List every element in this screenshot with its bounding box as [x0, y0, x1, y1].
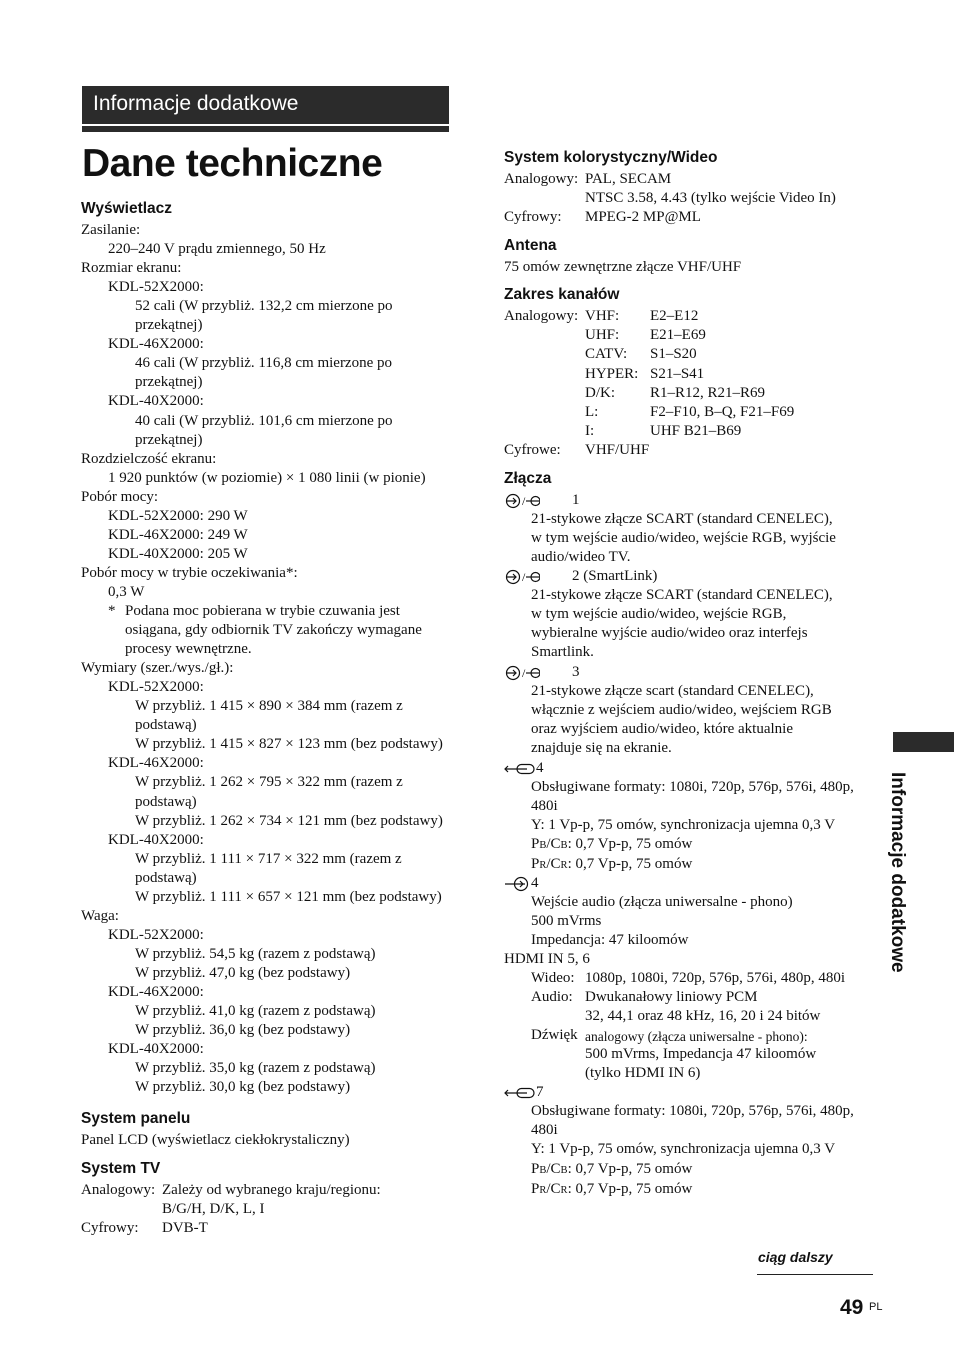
svg-text:/: / [522, 494, 526, 508]
spec-line: W przybliż. 1 111 × 657 × 121 mm (bez podstawy) [135, 888, 442, 905]
text-fragment: P [531, 1161, 540, 1177]
text-fragment: R [560, 860, 568, 871]
spec-line: 1 920 punktów (w poziomie) × 1 080 linii (w pionie) [108, 469, 426, 486]
spec-line: W przybliż. 36,0 kg (bez podstawy) [135, 1022, 351, 1039]
page-title: Dane techniczne [82, 142, 383, 185]
text-fragment: R [560, 1185, 568, 1196]
spec-line: PAL, SECAM [585, 171, 672, 187]
channel-band: UHF: [585, 327, 620, 344]
spec-line: NTSC 3.58, 4.43 (tylko wejście Video In) [585, 190, 836, 206]
side-tab-marker [893, 732, 954, 752]
text-fragment: P [531, 836, 540, 852]
section-heading-system-tv: System TV [81, 1160, 161, 1177]
spec-line: Rozmiar ekranu: [81, 260, 182, 277]
spec-line: Dwukanałowy liniowy PCM [585, 989, 758, 1005]
channel-range: E21–E69 [650, 327, 706, 344]
spec-line: 480i [531, 1122, 558, 1139]
text-fragment: : 0,7 Vp-p, 75 omów [567, 1161, 693, 1177]
text-fragment: : 0,7 Vp-p, 75 omów [567, 1181, 693, 1197]
spec-line: W przybliż. 54,5 kg (razem z podstawą) [135, 945, 376, 962]
spec-line: Zasilanie: [81, 222, 141, 238]
text-fragment: /C [546, 856, 561, 872]
spec-line: Y: 1 Vp-p, 75 omów, synchronizacja ujemna 0,3 V [531, 817, 836, 834]
channel-range: S21–S41 [650, 365, 705, 382]
channel-range: UHF B21–B69 [650, 423, 742, 440]
pr-cr-line [531, 855, 692, 875]
spec-line: oraz wyjściem audio/wideo, które aktualnie [531, 721, 793, 738]
spec-line: przekątnej) [135, 431, 203, 448]
spec-line: 32, 44,1 oraz 48 kHz, 16, 20 i 24 bitów [585, 1008, 821, 1024]
section-heading-system-panelu: System panelu [81, 1110, 191, 1127]
page-language: PL [869, 1301, 883, 1313]
channel-band: L: [585, 404, 599, 420]
spec-line: DVB-T [162, 1220, 208, 1236]
spec-label: Analogowy: [504, 171, 579, 187]
spec-line: analogowy (złącza uniwersalne - phono): [585, 1029, 808, 1044]
connector-label: 4 [536, 760, 544, 776]
connector-label: 2 (SmartLink) [572, 568, 658, 584]
spec-label: Dźwięk [531, 1027, 578, 1043]
spec-line: MPEG-2 MP@ML [585, 209, 701, 225]
text-fragment: : 0,7 Vp-p, 75 omów [567, 856, 693, 872]
spec-line: podstawą) [135, 869, 197, 886]
spec-line: Panel LCD (wyświetlacz ciekłokrystaliczny) [81, 1132, 350, 1148]
spec-line: 0,3 W [108, 583, 145, 600]
connector-label: 4 [531, 875, 539, 891]
text-fragment: R [539, 860, 547, 871]
spec-label: Analogowy: [504, 308, 579, 324]
spec-line: VHF/UHF [585, 442, 650, 458]
section-heading-zakres-kanalow: Zakres kanałów [504, 286, 620, 303]
spec-line: Zależy od wybranego kraju/regionu: [162, 1182, 381, 1198]
spec-line: KDL-40X2000: [108, 1041, 204, 1058]
spec-line: Obsługiwane formaty: 1080i, 720p, 576p, 576i, 480p, [531, 779, 854, 795]
pr-cr-line-7 [531, 1180, 692, 1200]
section-heading-system-kolorystyczny: System kolorystyczny/Wideo [504, 149, 718, 166]
spec-line: KDL-46X2000: [108, 984, 204, 1000]
audio-input-icon-4 [504, 876, 534, 897]
spec-line: w tym wejście audio/wideo, wejście RGB, [531, 606, 787, 623]
text-fragment: P [531, 1181, 540, 1197]
spec-line: 40 cali (W przybliż. 101,6 cm mierzone po [135, 412, 393, 429]
spec-line: W przybliż. 1 111 × 717 × 322 mm (razem z [135, 850, 402, 867]
section-banner [82, 86, 449, 124]
channel-range: S1–S20 [650, 346, 697, 363]
hdmi-label: HDMI IN 5, 6 [504, 951, 590, 967]
spec-line: wybieralne wyjście audio/wideo oraz interfejs [531, 625, 808, 642]
pb-cb-line-7 [531, 1160, 692, 1180]
spec-line: 21-stykowe złącze SCART (standard CENELEC), [531, 587, 833, 603]
spec-line: W przybliż. 47,0 kg (bez podstawy) [135, 964, 351, 981]
spec-line: przekątnej) [135, 374, 203, 391]
side-tab-label: Informacje dodatkowe [887, 772, 908, 973]
text-fragment: B [539, 1165, 547, 1176]
text-fragment: B [560, 840, 568, 851]
spec-line: KDL-46X2000: [108, 336, 204, 353]
spec-line: audio/wideo TV. [531, 549, 631, 566]
spec-line: KDL-46X2000: 249 W [108, 526, 248, 543]
spec-line: KDL-40X2000: [108, 393, 204, 410]
spec-line: KDL-52X2000: [108, 679, 204, 696]
spec-line: W przybliż. 30,0 kg (bez podstawy) [135, 1079, 351, 1096]
spec-line: Smartlink. [531, 644, 594, 661]
connector-label: 3 [572, 664, 580, 680]
spec-line: W przybliż. 1 262 × 734 × 121 mm (bez podstawy) [135, 812, 443, 829]
spec-line: 21-stykowe złącze scart (standard CENELEC), [531, 683, 814, 699]
spec-line: 500 mVrms [531, 913, 602, 930]
spec-line: KDL-52X2000: [108, 279, 204, 296]
svg-text:/: / [522, 666, 526, 680]
spec-line: Y: 1 Vp-p, 75 omów, synchronizacja ujemna 0,3 V [531, 1141, 836, 1158]
spec-label: Audio: [531, 989, 573, 1005]
spec-line: przekątnej) [135, 317, 203, 334]
spec-line: włącznie z wejściem audio/wideo, wejściem RGB [531, 702, 832, 719]
spec-line: znajduje się na ekranie. [531, 740, 672, 757]
spec-line: Wejście audio (złącza uniwersalne - phono) [531, 894, 793, 910]
spec-line: Waga: [81, 907, 119, 924]
spec-label: Cyfrowy: [504, 209, 562, 225]
spec-line: procesy wewnętrzne. [125, 641, 252, 658]
spec-line: podstawą) [135, 717, 197, 734]
svg-text:/: / [522, 570, 526, 584]
spec-line: Pobór mocy w trybie oczekiwania*: [81, 564, 298, 581]
connector-label: 7 [536, 1084, 544, 1100]
spec-line: Obsługiwane formaty: 1080i, 720p, 576p, 576i, 480p, [531, 1103, 854, 1119]
text-fragment: B [539, 840, 547, 851]
channel-band: D/K: [585, 384, 615, 401]
pb-cb-line [531, 835, 692, 855]
spec-line: podstawą) [135, 793, 197, 810]
spec-line: 75 omów zewnętrzne złącze VHF/UHF [504, 259, 742, 275]
spec-line: 220–240 V prądu zmiennego, 50 Hz [108, 241, 326, 258]
text-fragment: /C [546, 836, 561, 852]
spec-line: KDL-40X2000: 205 W [108, 545, 248, 562]
spec-line: Podana moc pobierana w trybie czuwania jest [125, 603, 400, 619]
spec-line: 1080p, 1080i, 720p, 576p, 576i, 480p, 480i [585, 970, 846, 986]
section-heading-wyswietlacz: Wyświetlacz [81, 200, 173, 217]
channel-band: CATV: [585, 346, 628, 363]
text-fragment: B [560, 1165, 568, 1176]
spec-line: 21-stykowe złącze SCART (standard CENELEC), [531, 511, 833, 527]
spec-label: Wideo: [531, 970, 575, 986]
text-fragment: /C [546, 1181, 561, 1197]
spec-line: KDL-46X2000: [108, 755, 204, 772]
spec-line: Impedancja: 47 kiloomów [531, 932, 689, 949]
text-fragment: P [531, 856, 540, 872]
spec-line: w tym wejście audio/wideo, wejście RGB, wyjście [531, 530, 836, 547]
spec-line: 46 cali (W przybliż. 116,8 cm mierzone po [135, 355, 392, 372]
spec-line: 480i [531, 798, 558, 815]
channel-band: HYPER: [585, 365, 639, 382]
spec-line: W przybliż. 1 262 × 795 × 322 mm (razem z [135, 774, 403, 791]
spec-line: osiągana, gdy odbiornik TV zakończy wymagane [125, 622, 422, 639]
spec-line: KDL-40X2000: [108, 831, 204, 848]
spec-line: B/G/H, D/K, L, I [162, 1201, 265, 1217]
spec-line: Pobór mocy: [81, 488, 159, 505]
spec-line: 52 cali (W przybliż. 132,2 cm mierzone po [135, 298, 393, 315]
continued-rule [757, 1274, 873, 1275]
spec-label: Cyfrowe: [504, 442, 561, 458]
continued-label: ciąg dalszy [758, 1249, 833, 1265]
spec-label: Analogowy: [81, 1182, 156, 1198]
channel-range: R1–R12, R21–R69 [650, 384, 766, 401]
footnote-marker: * [108, 603, 116, 619]
channel-band: I: [585, 423, 595, 440]
spec-label: Cyfrowy: [81, 1220, 139, 1236]
banner-rule [82, 126, 449, 132]
section-heading-antena: Antena [504, 237, 557, 254]
text-fragment: : 0,7 Vp-p, 75 omów [567, 836, 693, 852]
channel-band: VHF: [585, 308, 620, 324]
spec-line: W przybliż. 1 415 × 827 × 123 mm (bez podstawy) [135, 736, 443, 753]
text-fragment: R [539, 1185, 547, 1196]
spec-line: W przybliż. 35,0 kg (razem z podstawą) [135, 1060, 376, 1077]
connector-label: 1 [572, 492, 580, 508]
spec-line: Wymiary (szer./wys./gł.): [81, 660, 234, 677]
banner-title: Informacje dodatkowe [93, 92, 299, 115]
channel-range: F2–F10, B–Q, F21–F69 [650, 404, 795, 420]
spec-line: (tylko HDMI IN 6) [585, 1065, 701, 1081]
spec-line: W przybliż. 1 415 × 890 × 384 mm (razem z [135, 698, 403, 715]
text-fragment: /C [546, 1161, 561, 1177]
spec-line: KDL-52X2000: 290 W [108, 507, 248, 524]
channel-range: E2–E12 [650, 308, 699, 324]
spec-line: Rozdzielczość ekranu: [81, 450, 217, 467]
section-heading-zlacza: Złącza [504, 470, 552, 487]
spec-line: 500 mVrms, Impedancja 47 kiloomów [585, 1046, 817, 1062]
page-number: 49 [840, 1296, 864, 1319]
spec-line: KDL-52X2000: [108, 926, 204, 943]
spec-line: W przybliż. 41,0 kg (razem z podstawą) [135, 1003, 376, 1020]
